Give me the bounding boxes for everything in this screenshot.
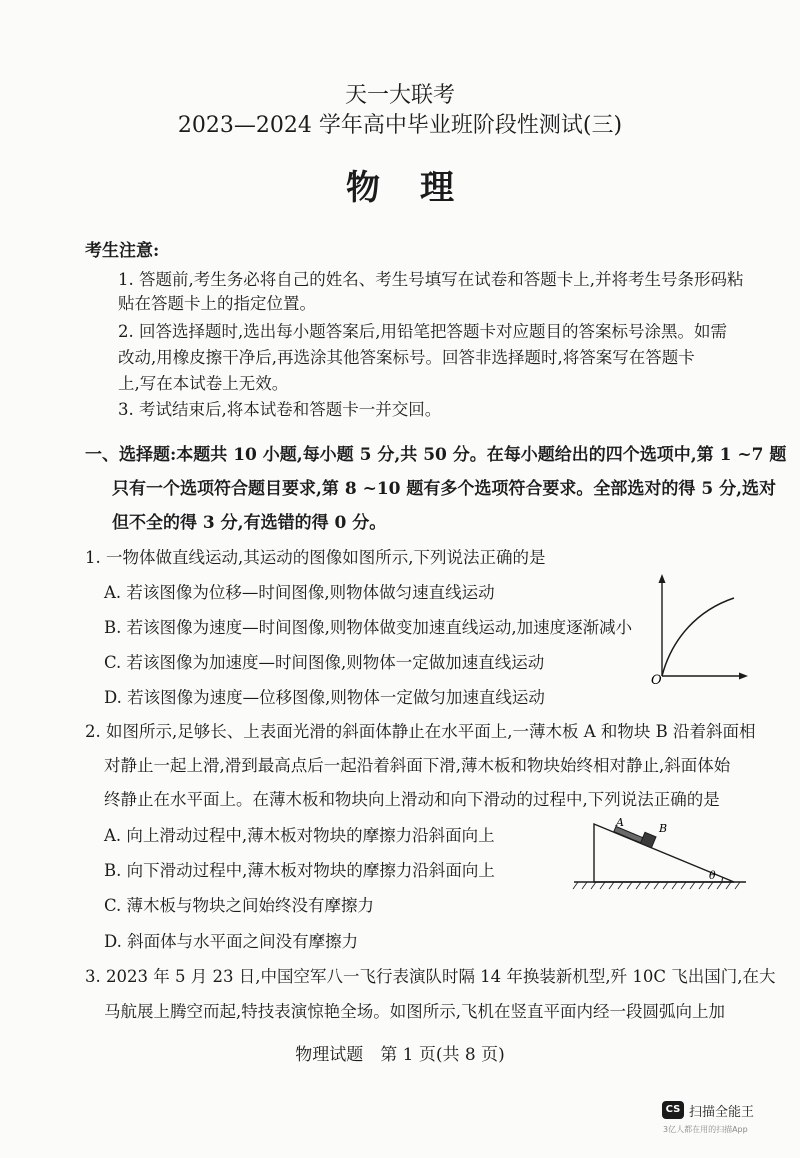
exam-org: 天一大联考 (344, 83, 455, 108)
q2-incline-figure (570, 808, 750, 892)
subject-title: 物理 (346, 168, 494, 208)
notice-line: 3. 考试结束后,将本试卷和答题卡一并交回。 (118, 400, 442, 419)
section-heading: 一、选择题:本题共 10 小题,每小题 5 分,共 50 分。在每小题给出的四个选项中,第 1 ~7 题 (85, 445, 787, 465)
q2-option-d: D. 斜面体与水平面之间没有摩擦力 (104, 932, 359, 951)
q3-stem: 3. 2023 年 5 月 23 日,中国空军八一飞行表演队时隔 14 年换装新机型,歼 10C 飞出国门,在大 (85, 967, 776, 986)
q3-stem-line: 马航展上腾空而起,特技表演惊艳全场。如图所示,飞机在竖直平面内经一段圆弧向上加 (104, 1002, 725, 1021)
notice-line: 上,写在本试卷上无效。 (118, 374, 289, 393)
q1-graph-origin-label: O (651, 673, 662, 688)
notice-title: 考生注意: (85, 241, 160, 261)
q2-stem: 2. 如图所示,足够长、上表面光滑的斜面体静止在水平面上,一薄木板 A 和物块 B 沿着斜面相 (85, 722, 756, 741)
q2-option-c: C. 薄木板与物块之间始终没有摩擦力 (104, 896, 375, 915)
q2-option-b: B. 向下滑动过程中,薄木板对物块的摩擦力沿斜面向上 (104, 861, 495, 880)
q2-label-b: B (659, 822, 668, 835)
q1-graph-figure (640, 572, 752, 690)
notice-line: 2. 回答选择题时,选出每小题答案后,用铅笔把答题卡对应题目的答案标号涂黑。如需 (118, 322, 727, 341)
q1-option-b: B. 若该图像为速度—时间图像,则物体做变加速直线运动,加速度逐渐减小 (104, 618, 633, 637)
q2-label-theta: θ (709, 869, 716, 882)
q1-option-a: A. 若该图像为位移—时间图像,则物体做匀速直线运动 (104, 583, 495, 602)
q2-option-a: A. 向上滑动过程中,薄木板对物块的摩擦力沿斜面向上 (104, 826, 495, 845)
camscanner-logo-icon: CS (662, 1101, 684, 1119)
notice-line: 改动,用橡皮擦干净后,再选涂其他答案标号。回答非选择题时,将答案写在答题卡 (118, 348, 695, 367)
camscanner-name: 扫描全能王 (689, 1105, 755, 1120)
camscanner-tagline: 3亿人都在用的扫描App (663, 1125, 748, 1134)
section-line: 但不全的得 3 分,有选错的得 0 分。 (112, 513, 387, 533)
q2-label-a: A (616, 816, 624, 829)
notice-line: 贴在答题卡上的指定位置。 (118, 294, 316, 313)
q1-option-c: C. 若该图像为加速度—时间图像,则物体一定做加速直线运动 (104, 653, 545, 672)
q2-stem-line: 终静止在水平面上。在薄木板和物块向上滑动和向下滑动的过程中,下列说法正确的是 (104, 790, 720, 809)
page-footer: 物理试题 第 1 页(共 8 页) (295, 1045, 505, 1065)
section-line: 只有一个选项符合题目要求,第 8 ~10 题有多个选项符合要求。全部选对的得 5 分,选对 (112, 479, 776, 499)
q2-stem-line: 对静止一起上滑,滑到最高点后一起沿着斜面下滑,薄木板和物块始终相对静止,斜面体始 (104, 756, 731, 775)
q1-option-d: D. 若该图像为速度—位移图像,则物体一定做匀加速直线运动 (104, 688, 545, 707)
notice-line: 1. 答题前,考生务必将自己的姓名、考生号填写在试卷和答题卡上,并将考生号条形码粘 (118, 270, 744, 289)
q1-stem: 1. 一物体做直线运动,其运动的图像如图所示,下列说法正确的是 (85, 548, 546, 567)
exam-title: 2023—2024 学年高中毕业班阶段性测试(三) (177, 113, 623, 138)
